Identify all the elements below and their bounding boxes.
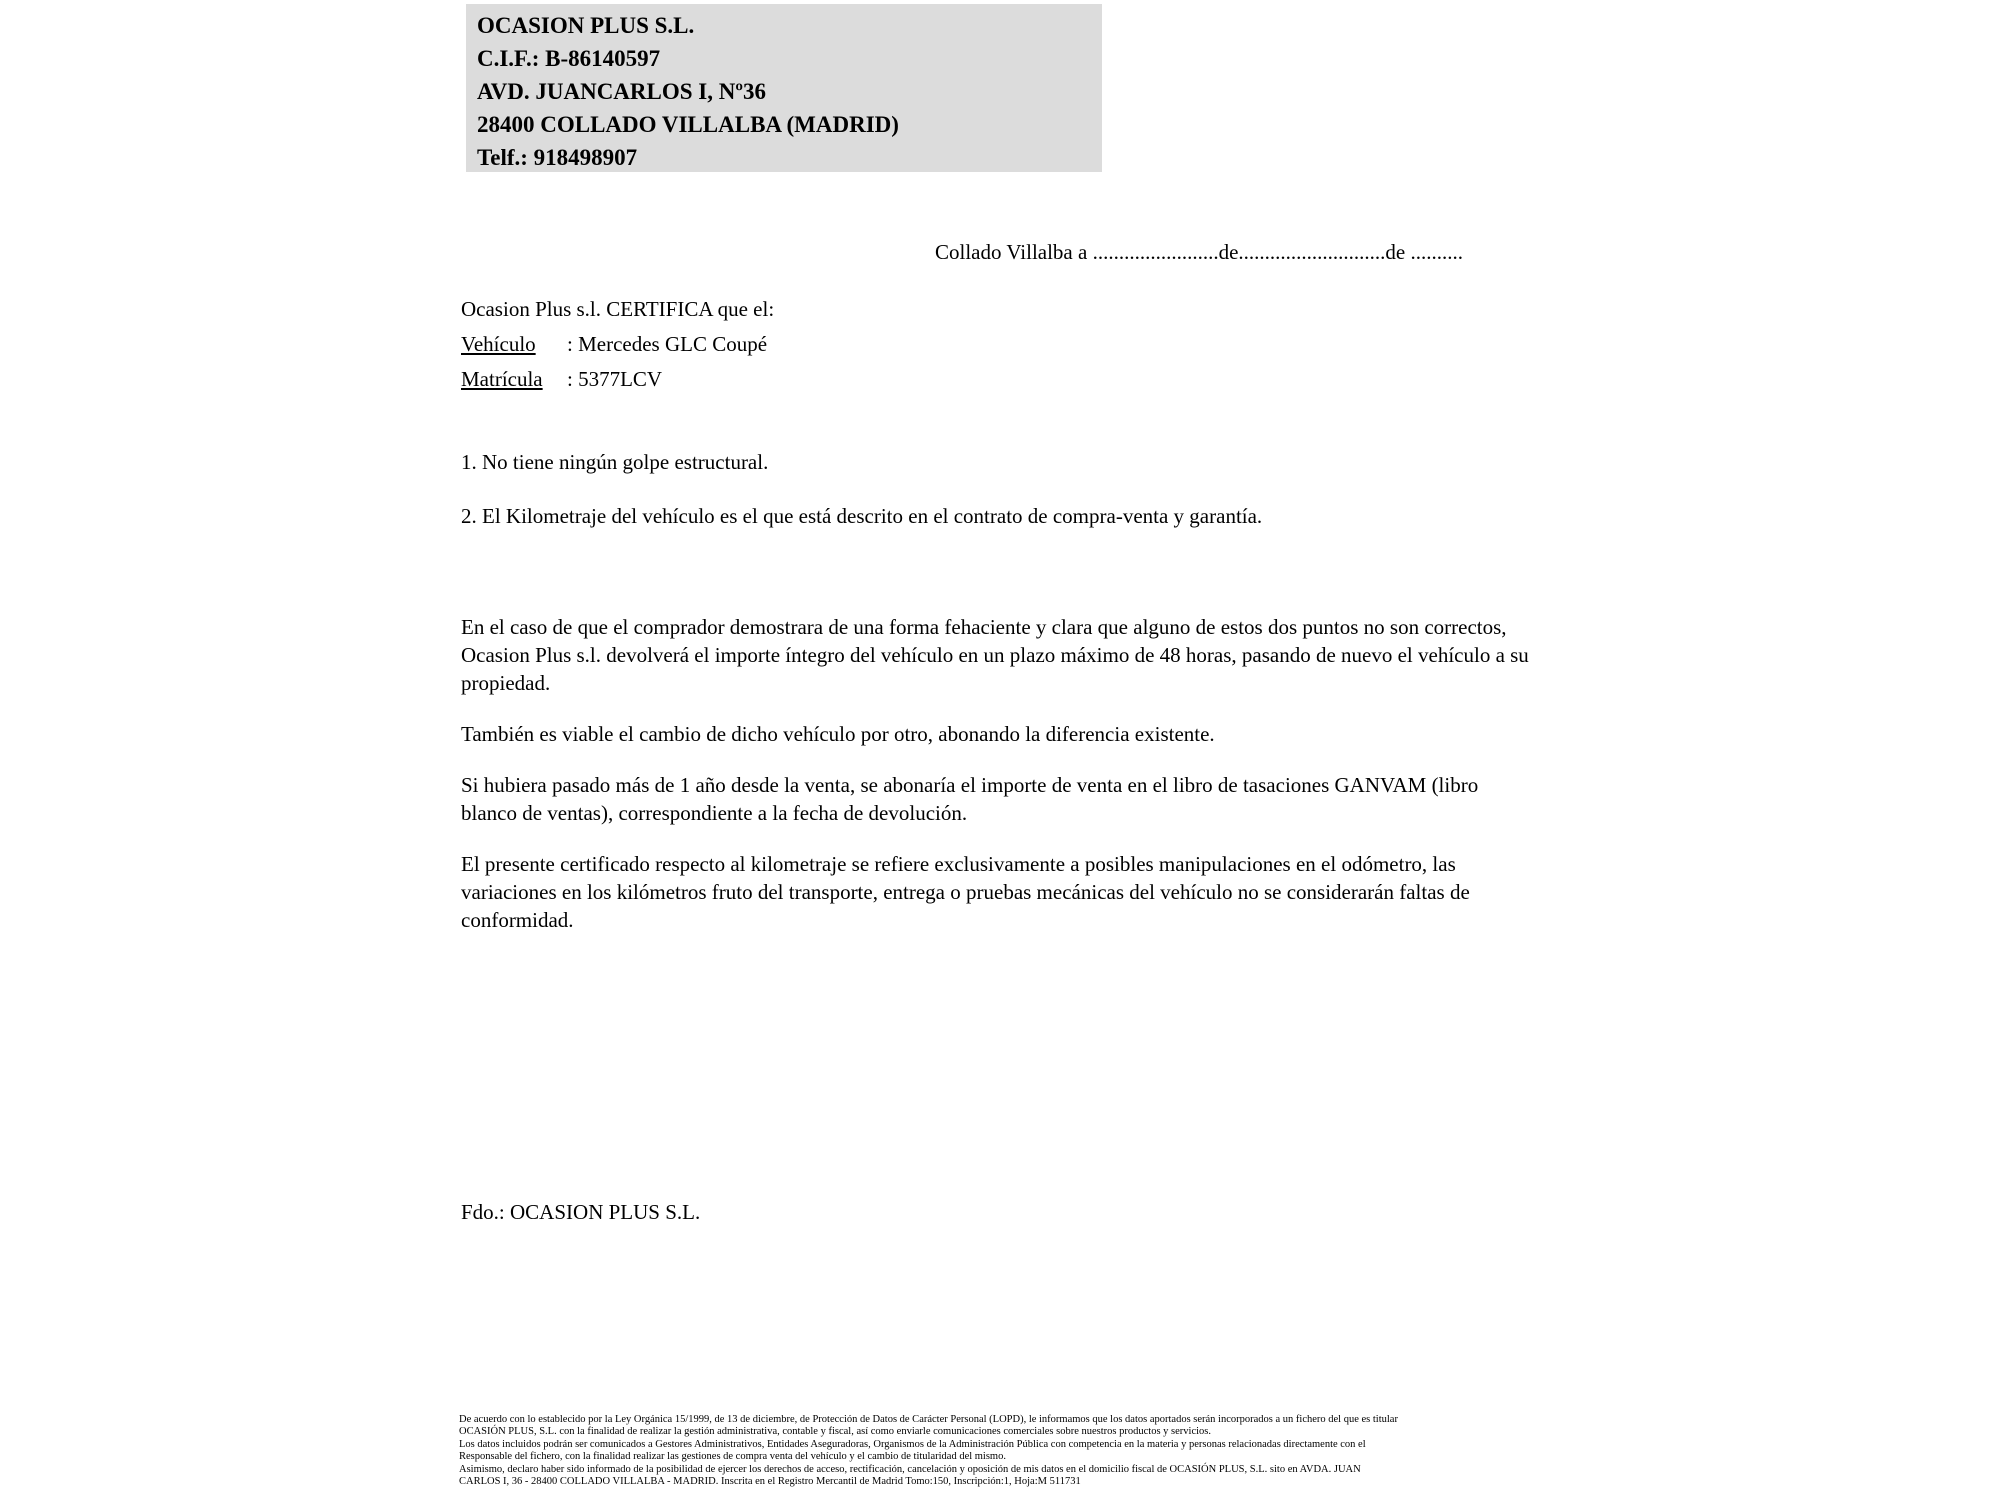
company-header-line: Telf.: 918498907	[477, 145, 638, 170]
certification-point: 2. El Kilometraje del vehículo es el que está descrito en el contrato de compra-venta y garantía.	[461, 504, 1263, 528]
company-header-line: C.I.F.: B-86140597	[477, 46, 661, 71]
certificate-intro: Ocasion Plus s.l. CERTIFICA que el:	[461, 297, 775, 321]
plate-field	[461, 362, 774, 397]
body-paragraph: Si hubiera pasado más de 1 año desde la venta, se abonaría el importe de venta en el libro de tasaciones GANVAM (libro blanco de ventas), correspondiente a la fecha de devolución.	[461, 773, 1479, 825]
legal-footer	[459, 1414, 1398, 1488]
legal-footer-line: Los datos incluidos podrán ser comunicados a Gestores Administrativos, Entidades Aseguradoras, Organismos de la Administración Pública con competencia en la materia y personas relacionadas directamente con el	[459, 1438, 1366, 1450]
date-line: Collado Villalba a ........................de............................de ..........	[935, 240, 1463, 264]
company-header-line: AVD. JUANCARLOS I, Nº36	[477, 79, 766, 104]
legal-footer-line: CARLOS I, 36 - 28400 COLLADO VILLALBA - MADRID. Inscrita en el Registro Mercantil de Madrid Tomo:150, Inscripción:1, Hoja:M 511731	[459, 1476, 1081, 1488]
vehicle-value: : Mercedes GLC Coupé	[567, 332, 768, 356]
plate-value: : 5377LCV	[567, 367, 663, 391]
legal-footer-line: OCASIÓN PLUS, S.L. con la finalidad de realizar la gestión administrativa, contable y fiscal, así como enviarle comunicaciones comerciales sobre nuestros productos y servicios.	[459, 1426, 1211, 1438]
company-header-line: 28400 COLLADO VILLALBA (MADRID)	[477, 112, 899, 137]
body-paragraph: El presente certificado respecto al kilometraje se refiere exclusivamente a posibles manipulaciones en el odómetro, las variaciones en los kilómetros fruto del transporte, entrega o pruebas mecánicas del vehículo no se considerarán faltas de conformidad.	[461, 852, 1470, 932]
plate-label-cell	[461, 362, 567, 397]
body-paragraphs	[461, 613, 1539, 957]
certification-points	[461, 448, 1539, 556]
certificate-block	[461, 292, 774, 397]
body-paragraph: También es viable el cambio de dicho vehículo por otro, abonando la diferencia existente.	[461, 722, 1215, 746]
signature-line: Fdo.: OCASION PLUS S.L.	[461, 1200, 701, 1224]
plate-label: Matrícula	[461, 367, 543, 391]
body-paragraph: En el caso de que el comprador demostrara de una forma fehaciente y clara que alguno de estos dos puntos no son correctos, Ocasion Plus s.l. devolverá el importe íntegro del vehículo en un plazo máximo de 48 horas, pasando de nuevo el vehículo a su propiedad.	[461, 615, 1529, 695]
company-header-line: OCASION PLUS S.L.	[477, 13, 695, 38]
vehicle-field	[461, 327, 774, 362]
company-header-box	[466, 4, 1102, 172]
legal-footer-line: Asimismo, declaro haber sido informado de la posibilidad de ejercer los derechos de acceso, rectificación, cancelación y oposición de mis datos en el domicilio fiscal de OCASIÓN PLUS, S.L. sito en AVDA. JUAN	[459, 1463, 1361, 1475]
certification-point: 1. No tiene ningún golpe estructural.	[461, 450, 769, 474]
vehicle-label-cell	[461, 327, 567, 362]
legal-footer-line: De acuerdo con lo establecido por la Ley Orgánica 15/1999, de 13 de diciembre, de Protección de Datos de Carácter Personal (LOPD), le informamos que los datos aportados serán incorporados a un fichero del que es titular	[459, 1414, 1398, 1425]
legal-footer-line: Responsable del fichero, con la finalidad realizar las gestiones de compra venta del vehículo y el cambio de titularidad del mismo.	[459, 1451, 1006, 1463]
vehicle-label: Vehículo	[461, 332, 536, 356]
